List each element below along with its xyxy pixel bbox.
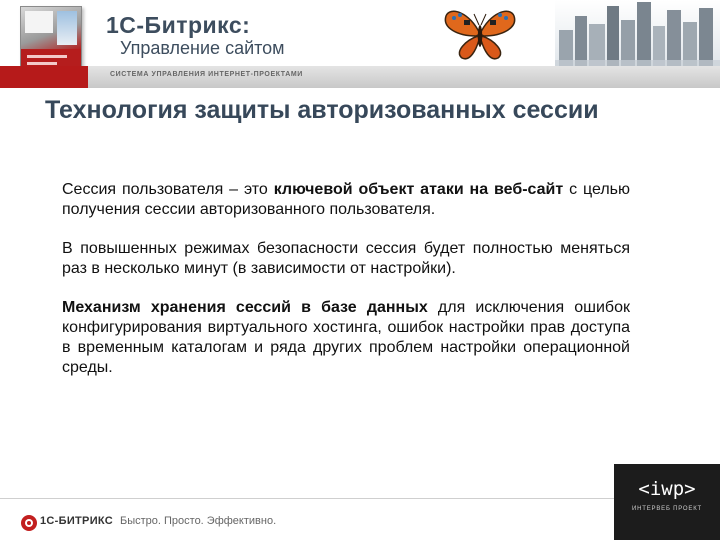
partner-logo <box>614 464 720 540</box>
paragraph-db-storage: Механизм хранения сессий в базе данных для исключения ошибок конфигурирования виртуального хостинга, ошибок настройки прав доступа в временным каталогам и ряда других проблем настройки операционной среды. <box>62 299 630 376</box>
footer-divider <box>0 498 615 499</box>
brand-subtitle: Управление сайтом <box>120 38 285 58</box>
slide-header <box>0 0 720 90</box>
bitrix-logo-icon <box>20 514 38 532</box>
partner-logo-mark: <iwp> <box>638 478 696 500</box>
slide-body <box>62 180 630 397</box>
butterfly-icon <box>440 6 520 62</box>
partner-logo-subtitle: ИНТЕРВЕБ ПРОЕКТ <box>632 506 702 512</box>
slide-title: Технология защиты авторизованных сессии <box>45 96 599 124</box>
paragraph-security-modes: В повышенных режимах безопасности сессия будет полностью меняться раз в несколько минут (в зависимости от настройки). <box>62 240 630 277</box>
footer-brand: 1С-БИТРИКС <box>40 515 114 527</box>
paragraph-session-emphasis: ключевой объект атаки на веб-сайт <box>273 181 564 198</box>
city-skyline-image <box>555 0 720 70</box>
paragraph-session: Сессия пользователя – это ключевой объект атаки на веб-сайт с целью получения сессии авторизованного пользователя. <box>62 181 630 218</box>
header-tagline: СИСТЕМА УПРАВЛЕНИЯ ИНТЕРНЕТ-ПРОЕКТАМИ <box>110 71 303 78</box>
header-tagline-bar <box>0 66 720 88</box>
paragraph-db-storage-emphasis: Механизм хранения сессий в базе данных <box>62 299 428 316</box>
footer-slogan: Быстро. Просто. Эффективно. <box>120 515 277 527</box>
brand-name: 1С-Битрикс: <box>106 12 251 38</box>
